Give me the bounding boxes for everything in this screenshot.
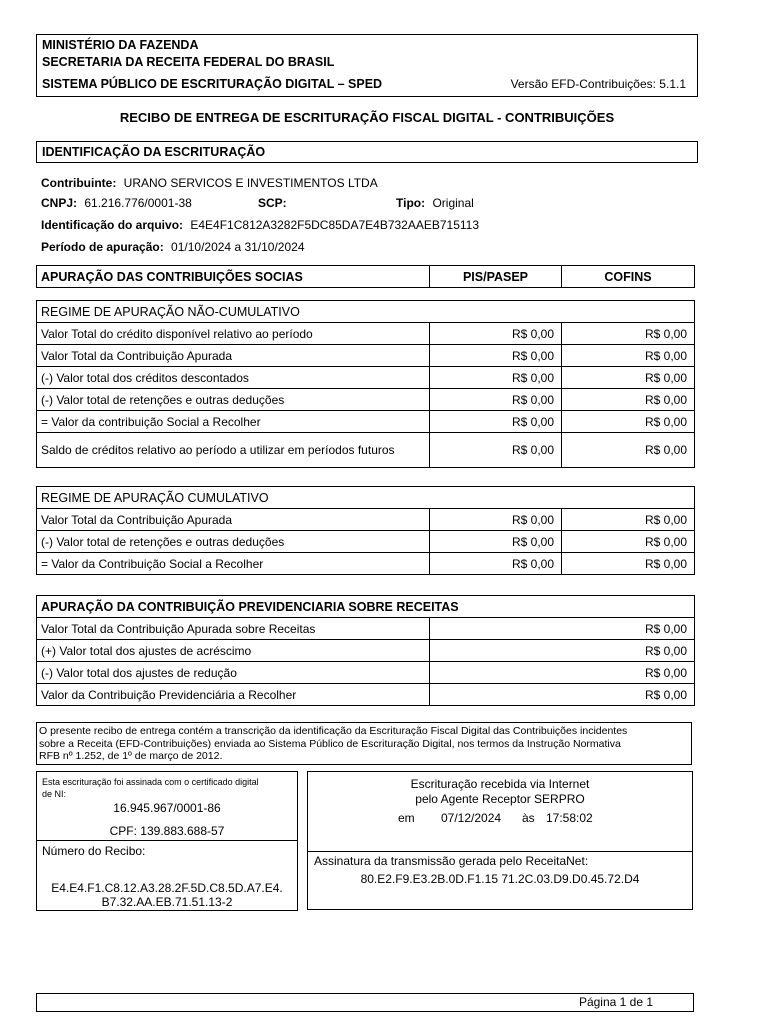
- page-number: Página 1 de 1: [578, 995, 653, 1009]
- page-title: RECIBO DE ENTREGA DE ESCRITURAÇÃO FISCAL DIGITAL - CONTRIBUIÇÕES: [119, 110, 615, 125]
- nao-cumulativo-table: [36, 300, 695, 468]
- signature-box: [36, 771, 298, 911]
- row-pis-value: R$ 0,00: [430, 411, 562, 433]
- row-pis-value: R$ 0,00: [430, 345, 562, 367]
- arquivo-label: Identificação do arquivo:: [41, 218, 184, 232]
- table-row: [37, 684, 695, 706]
- row-label: Valor da Contribuição Previdenciária a Recolher: [37, 684, 430, 706]
- apuracao-header-title: APURAÇÃO DAS CONTRIBUIÇÕES SOCIAS: [37, 266, 430, 288]
- row-label: (-) Valor total de retenções e outras deduções: [37, 531, 430, 553]
- row-pis-value: R$ 0,00: [430, 553, 562, 575]
- tipo-value: Original: [432, 196, 474, 210]
- row-cofins-value: R$ 0,00: [562, 553, 695, 575]
- table-row: [37, 345, 695, 367]
- notice-line-3: RFB nº 1.252, de 1º de março de 2012.: [39, 750, 223, 762]
- row-cofins-value: R$ 0,00: [562, 411, 695, 433]
- table-row: [37, 618, 695, 640]
- contribuinte-label: Contribuinte:: [41, 176, 117, 190]
- recibo-line-2: B7.32.AA.EB.71.51.13-2: [101, 895, 233, 909]
- row-value: R$ 0,00: [430, 618, 695, 640]
- row-pis-value: R$ 0,00: [430, 531, 562, 553]
- tipo-line: [396, 196, 474, 210]
- cumulativo-title-row: [37, 487, 695, 509]
- apuracao-header-pis: PIS/PASEP: [430, 266, 562, 288]
- row-label: Valor Total da Contribuição Apurada: [37, 345, 430, 367]
- assinatura-value: 80.E2.F9.E3.2B.0D.F1.15 71.2C.03.D9.D0.45.72.D4: [360, 872, 640, 886]
- apuracao-header-cofins: COFINS: [562, 266, 695, 288]
- nao-cumulativo-title: REGIME DE APURAÇÃO NÃO-CUMULATIVO: [37, 301, 695, 323]
- periodo-value: 01/10/2024 a 31/10/2024: [171, 240, 305, 254]
- row-value: R$ 0,00: [430, 684, 695, 706]
- scp-label: SCP:: [258, 196, 287, 210]
- reception-line-1: Escrituração recebida via Internet: [410, 777, 590, 791]
- cnpj-line: [41, 196, 192, 210]
- row-cofins-value: R$ 0,00: [562, 323, 695, 345]
- periodo-label: Período de apuração:: [41, 240, 164, 254]
- reception-line-2: pelo Agente Receptor SERPRO: [415, 792, 585, 806]
- cnpj-value: 61.216.776/0001-38: [84, 196, 192, 210]
- tipo-label: Tipo:: [396, 196, 426, 210]
- row-pis-value: R$ 0,00: [430, 367, 562, 389]
- reception-divider: [308, 851, 692, 852]
- row-label: Saldo de créditos relativo ao período a utilizar em períodos futuros: [37, 433, 430, 468]
- table-row: [37, 509, 695, 531]
- cert-line-1: Esta escrituração foi assinada com o certificado digital: [42, 777, 259, 787]
- identification-section-title-box: [36, 141, 698, 163]
- footer-box: [36, 993, 694, 1012]
- row-cofins-value: R$ 0,00: [562, 433, 695, 468]
- row-label: Valor Total da Contribuição Apurada: [37, 509, 430, 531]
- cert-ni: 16.945.967/0001-86: [113, 801, 221, 815]
- previdenciaria-title-row: [37, 596, 695, 618]
- row-cofins-value: R$ 0,00: [562, 531, 695, 553]
- reception-box: [307, 771, 693, 910]
- apuracao-header-table: [36, 265, 695, 288]
- row-pis-value: R$ 0,00: [430, 509, 562, 531]
- table-row: [37, 662, 695, 684]
- row-label: Valor Total do crédito disponível relativo ao período: [37, 323, 430, 345]
- table-row: [37, 367, 695, 389]
- arquivo-value: E4E4F1C812A3282F5DC85DA7E4B732AAEB715113: [190, 218, 480, 232]
- header-version: Versão EFD-Contribuições: 5.1.1: [510, 77, 686, 91]
- apuracao-header-row: [37, 266, 695, 288]
- cnpj-label: CNPJ:: [41, 196, 78, 210]
- row-cofins-value: R$ 0,00: [562, 389, 695, 411]
- reception-as-label: às: [522, 811, 535, 825]
- table-row: [37, 323, 695, 345]
- row-label: Valor Total da Contribuição Apurada sobre Receitas: [37, 618, 430, 640]
- recibo-label: Número do Recibo:: [42, 844, 146, 858]
- row-pis-value: R$ 0,00: [430, 323, 562, 345]
- nao-cumulativo-title-row: [37, 301, 695, 323]
- cert-line-2: de NI:: [42, 789, 67, 799]
- row-pis-value: R$ 0,00: [430, 433, 562, 468]
- arquivo-line: [41, 218, 479, 232]
- previdenciaria-table: [36, 595, 695, 706]
- table-row: [37, 389, 695, 411]
- row-cofins-value: R$ 0,00: [562, 509, 695, 531]
- identification-section-title: IDENTIFICAÇÃO DA ESCRITURAÇÃO: [42, 145, 266, 159]
- row-label: = Valor da Contribuição Social a Recolher: [37, 553, 430, 575]
- row-label: (+) Valor total dos ajustes de acréscimo: [37, 640, 430, 662]
- header-ministry: MINISTÉRIO DA FAZENDA: [42, 38, 199, 52]
- periodo-line: [41, 240, 305, 254]
- reception-date: 07/12/2024: [441, 811, 502, 825]
- row-cofins-value: R$ 0,00: [562, 367, 695, 389]
- notice-line-2: sobre a Receita (EFD-Contribuições) enviada ao Sistema Público de Escrituração Digital, nos termos da Instrução Normativa: [39, 737, 621, 750]
- header-box: [36, 34, 698, 97]
- table-row: [37, 411, 695, 433]
- notice-box: [36, 722, 692, 765]
- cumulativo-table: [36, 486, 695, 575]
- row-cofins-value: R$ 0,00: [562, 345, 695, 367]
- row-label: (-) Valor total dos ajustes de redução: [37, 662, 430, 684]
- table-row: [37, 531, 695, 553]
- row-value: R$ 0,00: [430, 640, 695, 662]
- cert-cpf: CPF: 139.883.688-57: [109, 824, 225, 838]
- row-value: R$ 0,00: [430, 662, 695, 684]
- table-row: [37, 433, 695, 468]
- row-pis-value: R$ 0,00: [430, 389, 562, 411]
- notice-line-1: O presente recibo de entrega contém a transcrição da identificação da Escrituração Fiscal Digital das Contribuições incidentes: [39, 725, 628, 737]
- recibo-line-1: E4.E4.F1.C8.12.A3.28.2F.5D.C8.5D.A7.E4.: [51, 881, 283, 895]
- row-label: (-) Valor total dos créditos descontados: [37, 367, 430, 389]
- contribuinte-line: [41, 176, 378, 190]
- row-label: (-) Valor total de retenções e outras deduções: [37, 389, 430, 411]
- reception-em-label: em: [398, 811, 415, 825]
- cumulativo-title: REGIME DE APURAÇÃO CUMULATIVO: [37, 487, 695, 509]
- signature-divider: [37, 840, 297, 841]
- contribuinte-value: URANO SERVICOS E INVESTIMENTOS LTDA: [123, 176, 378, 190]
- header-system: SISTEMA PÚBLICO DE ESCRITURAÇÃO DIGITAL – SPED: [42, 77, 383, 91]
- table-row: [37, 553, 695, 575]
- assinatura-label: Assinatura da transmissão gerada pelo ReceitaNet:: [314, 854, 589, 868]
- table-row: [37, 640, 695, 662]
- reception-time: 17:58:02: [546, 811, 593, 825]
- previdenciaria-title: APURAÇÃO DA CONTRIBUIÇÃO PREVIDENCIARIA SOBRE RECEITAS: [37, 596, 695, 618]
- header-secretariat: SECRETARIA DA RECEITA FEDERAL DO BRASIL: [42, 55, 335, 69]
- row-label: = Valor da contribuição Social a Recolher: [37, 411, 430, 433]
